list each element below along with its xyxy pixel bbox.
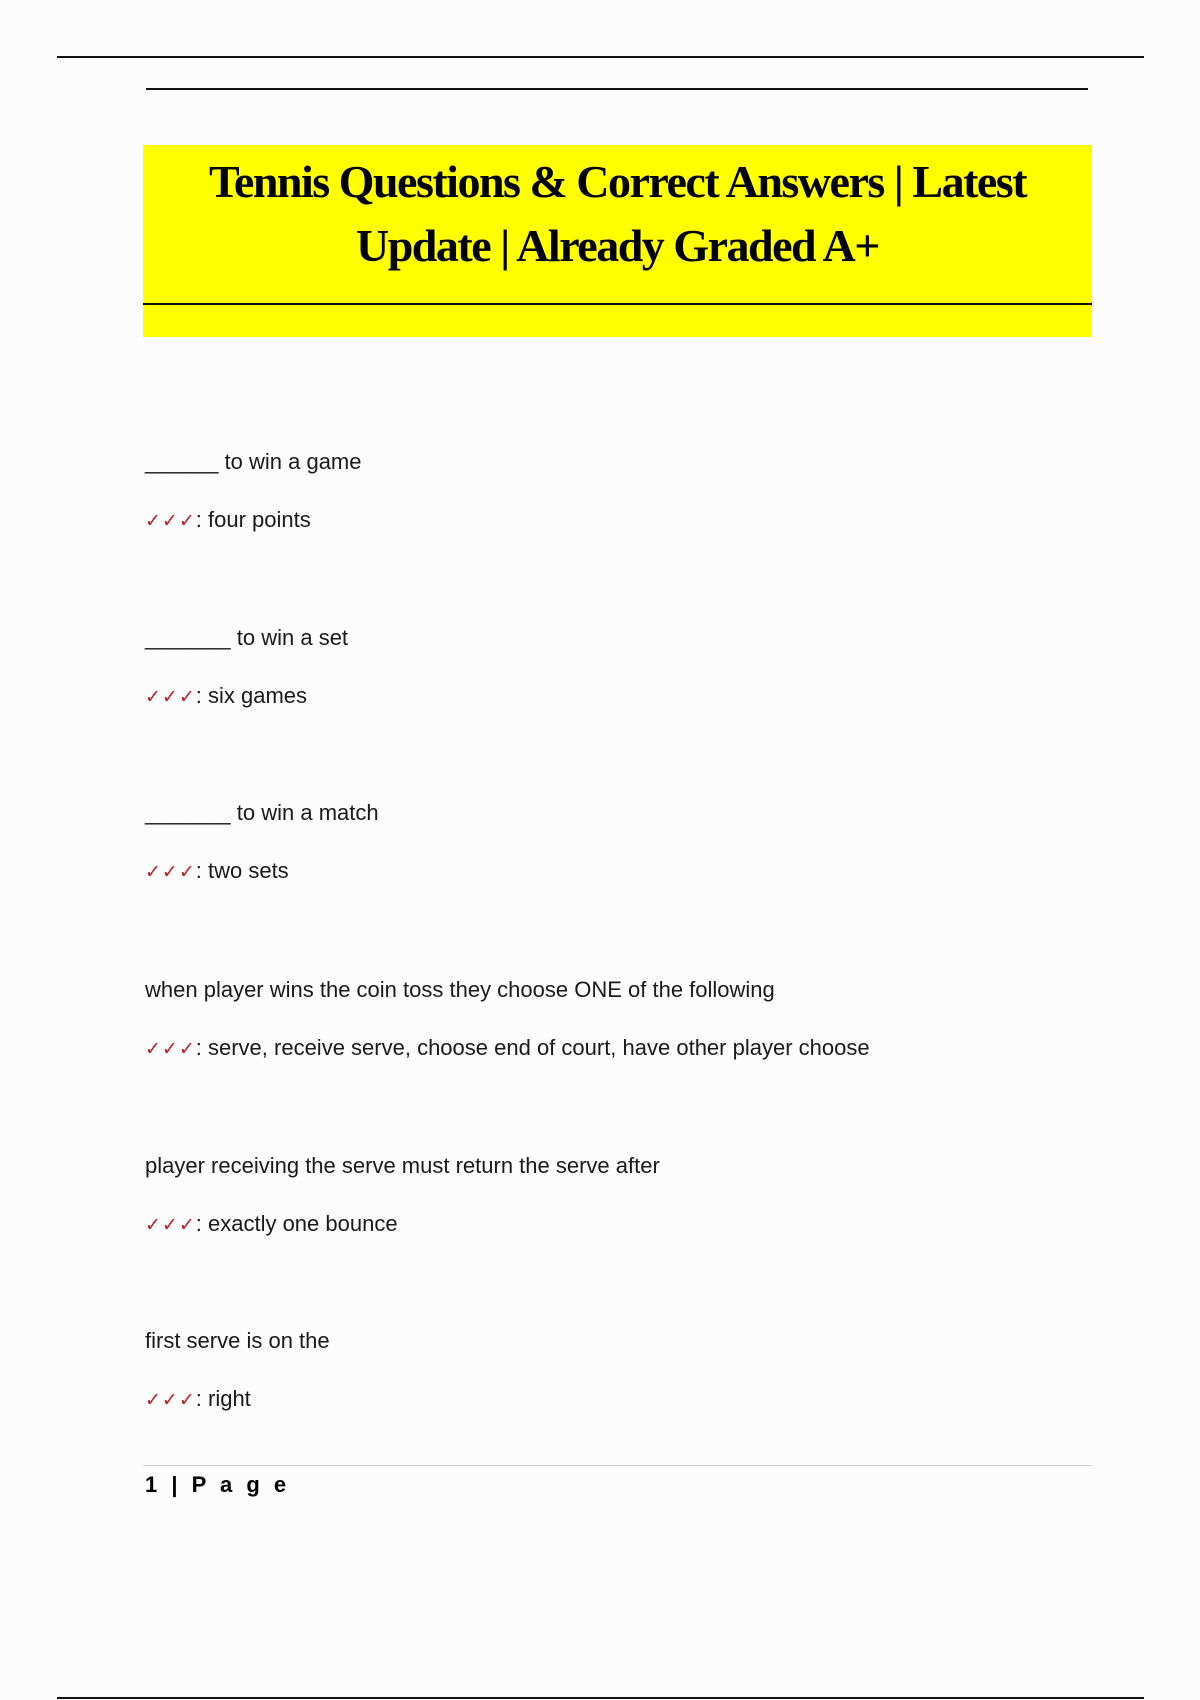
checkmarks-icon: ✓✓✓	[145, 1213, 196, 1236]
qa-item	[145, 620, 1095, 795]
question-text: _______ to win a match	[145, 799, 379, 825]
answer-text: : two sets	[195, 857, 289, 883]
question-text: when player wins the coin toss they choose ONE of the following	[145, 976, 775, 1002]
footer-divider	[143, 1465, 1092, 1466]
page-number: 1 | P a g e	[145, 1472, 291, 1497]
title-divider	[143, 303, 1092, 305]
checkmarks-icon: ✓✓✓	[145, 860, 196, 883]
answer-text: : four points	[195, 507, 311, 532]
question-text: ______ to win a game	[145, 449, 362, 474]
question-text: first serve is on the	[145, 1328, 330, 1353]
answer-text: : serve, receive serve, choose end of court, have other player choose	[195, 1034, 870, 1060]
answer-line	[145, 1206, 398, 1243]
question-text: _______ to win a set	[145, 624, 349, 650]
qa-list	[145, 444, 1095, 1499]
title-line-2: Update | Already Graded A+	[356, 220, 879, 271]
answer-line	[145, 853, 289, 890]
qa-item	[145, 444, 1095, 620]
answer-text: : right	[195, 1386, 251, 1411]
header-rule-outer	[57, 56, 1144, 58]
checkmarks-icon: ✓✓✓	[145, 685, 196, 708]
checkmarks-icon: ✓✓✓	[145, 510, 196, 532]
question-text: player receiving the serve must return the serve after	[145, 1152, 660, 1178]
page-bottom-rule	[57, 1697, 1144, 1699]
title-banner	[143, 145, 1092, 337]
answer-line	[145, 1381, 251, 1418]
title-line-1: Tennis Questions & Correct Answers | Latest	[208, 156, 1027, 207]
answer-line	[145, 678, 307, 715]
document-title	[143, 145, 1092, 278]
answer-line	[145, 1030, 870, 1067]
checkmarks-icon: ✓✓✓	[145, 1037, 196, 1060]
header-rule-inner	[146, 88, 1088, 90]
checkmarks-icon: ✓✓✓	[145, 1389, 196, 1411]
answer-text: : exactly one bounce	[195, 1210, 398, 1236]
answer-line	[145, 502, 311, 539]
qa-item	[145, 1148, 1095, 1324]
qa-item	[145, 795, 1095, 972]
qa-item	[145, 972, 1095, 1148]
answer-text: : six games	[195, 682, 308, 708]
